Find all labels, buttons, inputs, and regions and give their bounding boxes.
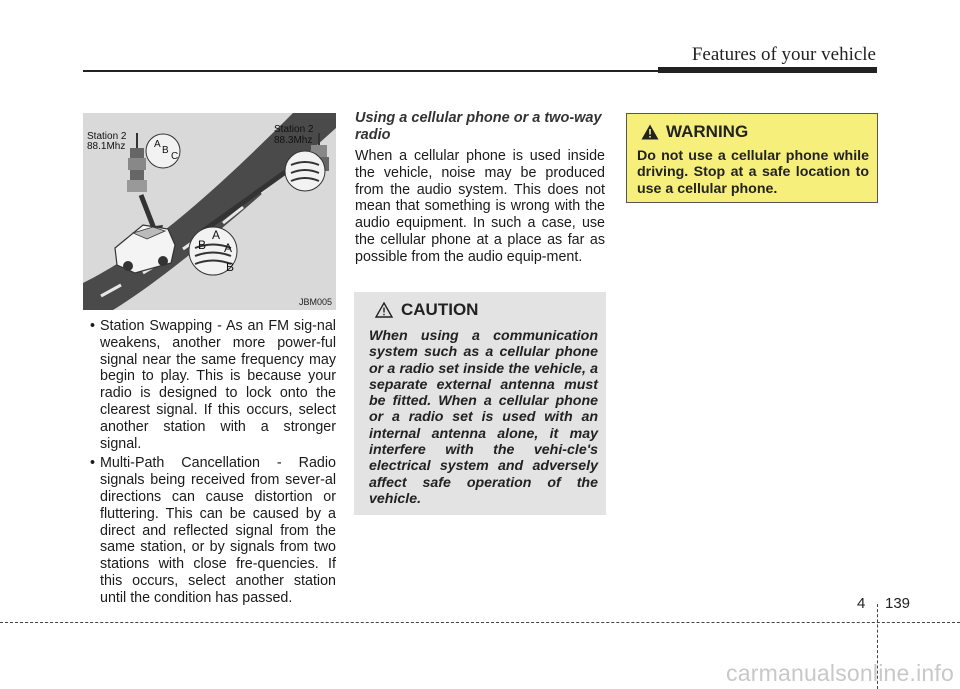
warning-title: WARNING — [666, 122, 749, 141]
page-number: 139 — [885, 595, 911, 612]
warning-header — [641, 122, 869, 142]
warning-box — [626, 113, 878, 203]
caution-text: When using a communication system such as a cellular phone or a radio set inside the vehicle, a separate external antenna must be fitted. When a cellular phone or a radio set is used with an internal antenna alone, it may interfere with the vehi-cle's electrical system and adversely affect safe operation of the vehicle. — [369, 328, 598, 507]
station-left-freq: 88.1Mhz — [87, 141, 126, 152]
bullet-list — [86, 318, 336, 607]
radio-reception-illustration — [83, 113, 336, 310]
letter-c-top: C — [171, 151, 179, 162]
station-left-name: Station 2 — [87, 131, 127, 142]
caution-title: CAUTION — [401, 300, 479, 319]
caution-box — [354, 292, 606, 515]
section-heading: Using a cellular phone or a two-way radio — [355, 110, 602, 143]
letter-b-center: B — [198, 238, 207, 252]
letter-b-top: B — [162, 145, 169, 156]
letter-a-top: A — [154, 139, 161, 150]
bullet-station-swapping: • Station Swapping - As an FM sig-nal weakens, another more power-ful signal near the same frequency may begin to play. This is because your radio is designed to lock onto the clearest signal. If this occurs, select another station with a stronger signal. — [86, 318, 336, 452]
letter-b-center-2: B — [226, 260, 235, 274]
caution-header — [375, 300, 598, 320]
warning-triangle-icon — [641, 124, 659, 140]
left-tower — [127, 133, 147, 192]
watermark: carmanualsonline.info — [726, 660, 954, 686]
section-title: Features of your vehicle — [691, 44, 876, 65]
section-body: When a cellular phone is used inside the vehicle, noise may be produced from the audio system. This does not mean that something is wrong with the audio equipment. In such a case, use the cellular phone at a place as far as possible from the audio equip-ment. — [355, 148, 605, 265]
figure-code: JBM005 — [298, 297, 332, 307]
caution-triangle-icon — [375, 302, 393, 318]
station-right-name: Station 2 — [274, 124, 314, 135]
letter-a-center: A — [212, 228, 221, 242]
chapter-number: 4 — [857, 595, 866, 612]
letter-a-center-2: A — [224, 241, 233, 255]
station-right-freq: 88.3Mhz — [274, 135, 313, 146]
bullet-multipath: • Multi-Path Cancellation - Radio signals being received from sever-al directions can cause distortion or fluttering. This can be caused by a direct and reflected signal from the same station, or by signals from two stations with close fre-quencies. If this occurs, select another station until the condition has passed. — [86, 455, 336, 606]
header-rule-accent — [658, 67, 877, 73]
warning-text: Do not use a cellular phone while driving. Stop at a safe location to use a cellular phone. — [637, 148, 869, 197]
footer-rule — [0, 622, 960, 623]
